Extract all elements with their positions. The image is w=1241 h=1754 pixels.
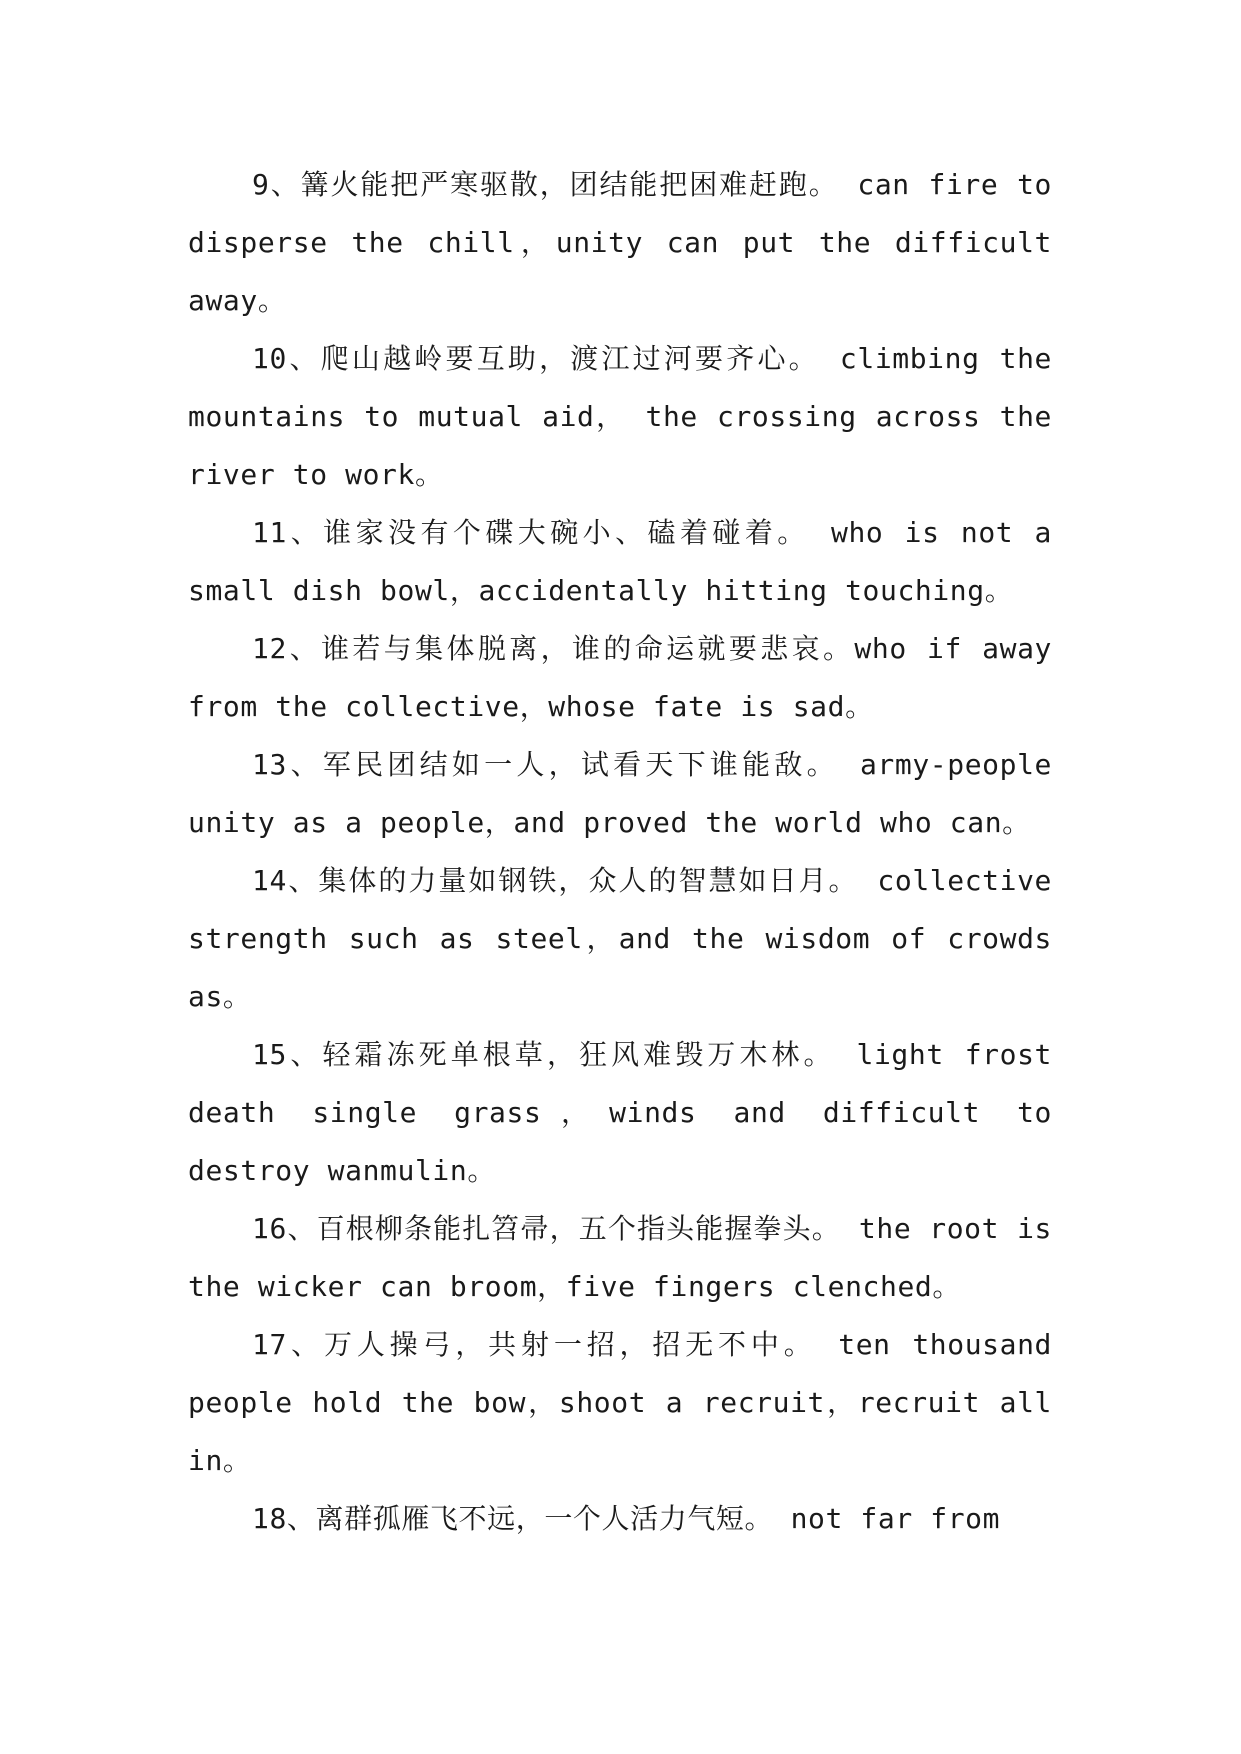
paragraph-10: 10、爬山越岭要互助，渡江过河要齐心。 climbing the mountains to mutual aid， the crossing across the river to work。 [188,342,1052,491]
paragraph-9: 9、篝火能把严寒驱散，团结能把困难赶跑。 can fire to disperse the chill，unity can put the difficult away。 [188,168,1052,317]
paragraph-18: 18、离群孤雁飞不远，一个人活力气短。 not far from [252,1502,1001,1535]
paragraph-14: 14、集体的力量如钢铁，众人的智慧如日月。 collective strength such as steel，and the wisdom of crowds as。 [188,864,1052,1013]
document-body [188,156,1052,1548]
paragraph-11: 11、谁家没有个碟大碗小、磕着碰着。 who is not a small dish bowl，accidentally hitting touching。 [188,516,1052,607]
paragraph-12: 12、谁若与集体脱离，谁的命运就要悲哀。who if away from the collective，whose fate is sad。 [188,632,1052,723]
paragraph-15: 15、轻霜冻死单根草，狂风难毁万木林。 light frost death single grass，winds and difficult to destroy wanmulin。 [188,1038,1052,1187]
paragraph-17: 17、万人操弓，共射一招，招无不中。 ten thousand people hold the bow，shoot a recruit，recruit all in。 [188,1328,1052,1477]
paragraph-16: 16、百根柳条能扎笤帚，五个指头能握拳头。 the root is the wicker can broom，five fingers clenched。 [188,1212,1052,1303]
paragraph-13: 13、军民团结如一人，试看天下谁能敌。 army-people unity as a people，and proved the world who can。 [188,748,1052,839]
